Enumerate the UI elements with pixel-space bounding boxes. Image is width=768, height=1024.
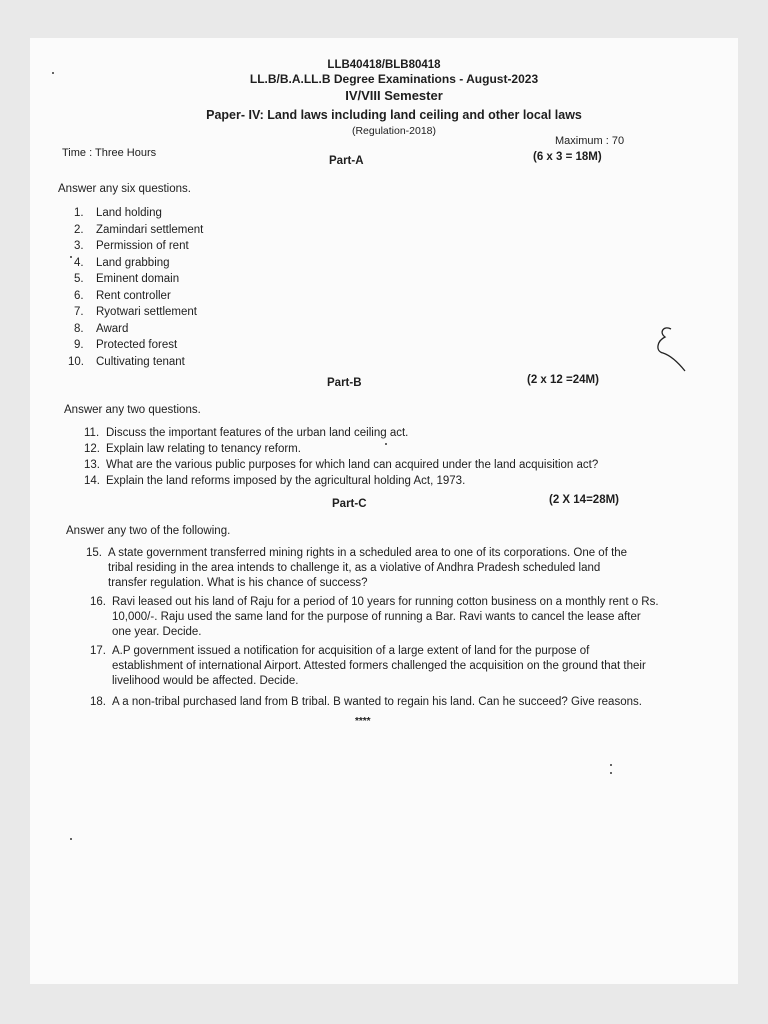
maximum-marks: Maximum : 70 [555, 135, 625, 147]
part-b-instruction: Answer any two questions. [64, 404, 201, 416]
scan-speck [610, 764, 612, 766]
part-a-instruction: Answer any six questions. [58, 183, 191, 195]
semester-title: IV/VIII Semester [345, 88, 443, 103]
list-item: 18. A a non-tribal purchased land from B tribal. B wanted to regain his land. Can he succeed? Give reasons. [90, 696, 642, 708]
part-a-title: Part-A [329, 155, 364, 167]
end-mark: **** [355, 716, 371, 727]
exam-paper-page: LLB40418/BLB80418 LL.B/B.A.LL.B Degree Examinations - August-2023 IV/VIII Semester Paper- IV: Land laws including land ceiling and other local laws (Regulation-2018) Time : Three Hours Maximum : 70 Part-A (6 x 3 = 18M) Answer any six questions. 1. Land holding 2. Zamindari settlement 3. Permission of rent 4. Land grabbing 5. Eminent domain 6. Rent controller 7. Ryotwari settlement 8. Award 9. Protected forest 10. Cultivating tenant Part-B (2 x 12 =24M) Answer any two questions. 11. Discuss the important features of the urban land ceiling act. 12. Explain law relating to tenancy reform. 13. What are the various public purposes for which land can acquired under the land acquisition act? 14. Explain the land reforms imposed by the agricultural holding Act, 1973. Part-C (2 X 14=28M) Answer any two of the following. 15. A state government transferred mining rights in a scheduled area to one of its corporations. One of the tribal residing in the area intends to challenge it, as a violative of Andhra Pradesh scheduled land transfer regulation. What is his chance of success? 16. Ravi leased out his land of Raju for a period of 10 years for running cotton business on a monthly rent o Rs. 10,000/-. Raju used the same land for the purpose of running a Bar. Ravi wants to cancel the lease after one year. Decide. 17. A.P government issued a notification for acquisition of a large extent of land for the purpose of establishment of international Airport. Attested formers challenged the acquisition on the ground that their livelihood would be affected. Decide. 18. A a non-tribal purchased land from B tribal. B wanted to regain his land. Can he succeed? Give reasons. **** [30, 38, 738, 984]
list-item: 17. A.P government issued a notification for acquisition of a large extent of land for the purpose of establishment of international Airport. Attested formers challenged the acquisition on the ground that their livelihood would be affected. Decide. [90, 645, 646, 687]
part-a-marks: (6 x 3 = 18M) [533, 151, 602, 163]
list-item: 13. What are the various public purposes for which land can acquired under the land acquisition act? [84, 459, 599, 471]
part-b-marks: (2 x 12 =24M) [527, 374, 599, 386]
scan-speck [52, 72, 54, 74]
list-item: 11. Discuss the important features of the urban land ceiling act. [84, 427, 409, 439]
handwritten-mark-icon [655, 323, 695, 378]
scan-speck [385, 443, 387, 445]
scan-speck [70, 256, 72, 258]
part-c-instruction: Answer any two of the following. [66, 525, 231, 537]
list-item: 14. Explain the land reforms imposed by the agricultural holding Act, 1973. [84, 475, 466, 487]
scan-speck [610, 772, 612, 774]
part-c-title: Part-C [332, 498, 367, 510]
list-item: 16. Ravi leased out his land of Raju for a period of 10 years for running cotton business on a monthly rent o Rs. 10,000/-. Raju used the same land for the purpose of running a Bar. Ravi wants to cancel the lease after one year. Decide. [90, 596, 659, 638]
exam-title: LL.B/B.A.LL.B Degree Examinations - August-2023 [249, 72, 539, 86]
part-b-title: Part-B [327, 377, 362, 389]
time-label: Time : Three Hours [62, 147, 157, 159]
list-item: 15. A state government transferred mining rights in a scheduled area to one of its corporations. One of the tribal residing in the area intends to challenge it, as a violative of Andhra Pradesh scheduled land transfer regulation. What is his chance of success? [86, 547, 628, 589]
scan-speck [70, 838, 72, 840]
list-item: 12. Explain law relating to tenancy reform. [84, 443, 301, 455]
paper-code: LLB40418/BLB80418 [327, 59, 441, 71]
paper-title: Paper- IV: Land laws including land ceiling and other local laws [206, 108, 582, 122]
part-c-marks: (2 X 14=28M) [549, 494, 619, 506]
regulation-label: (Regulation-2018) [351, 125, 437, 137]
